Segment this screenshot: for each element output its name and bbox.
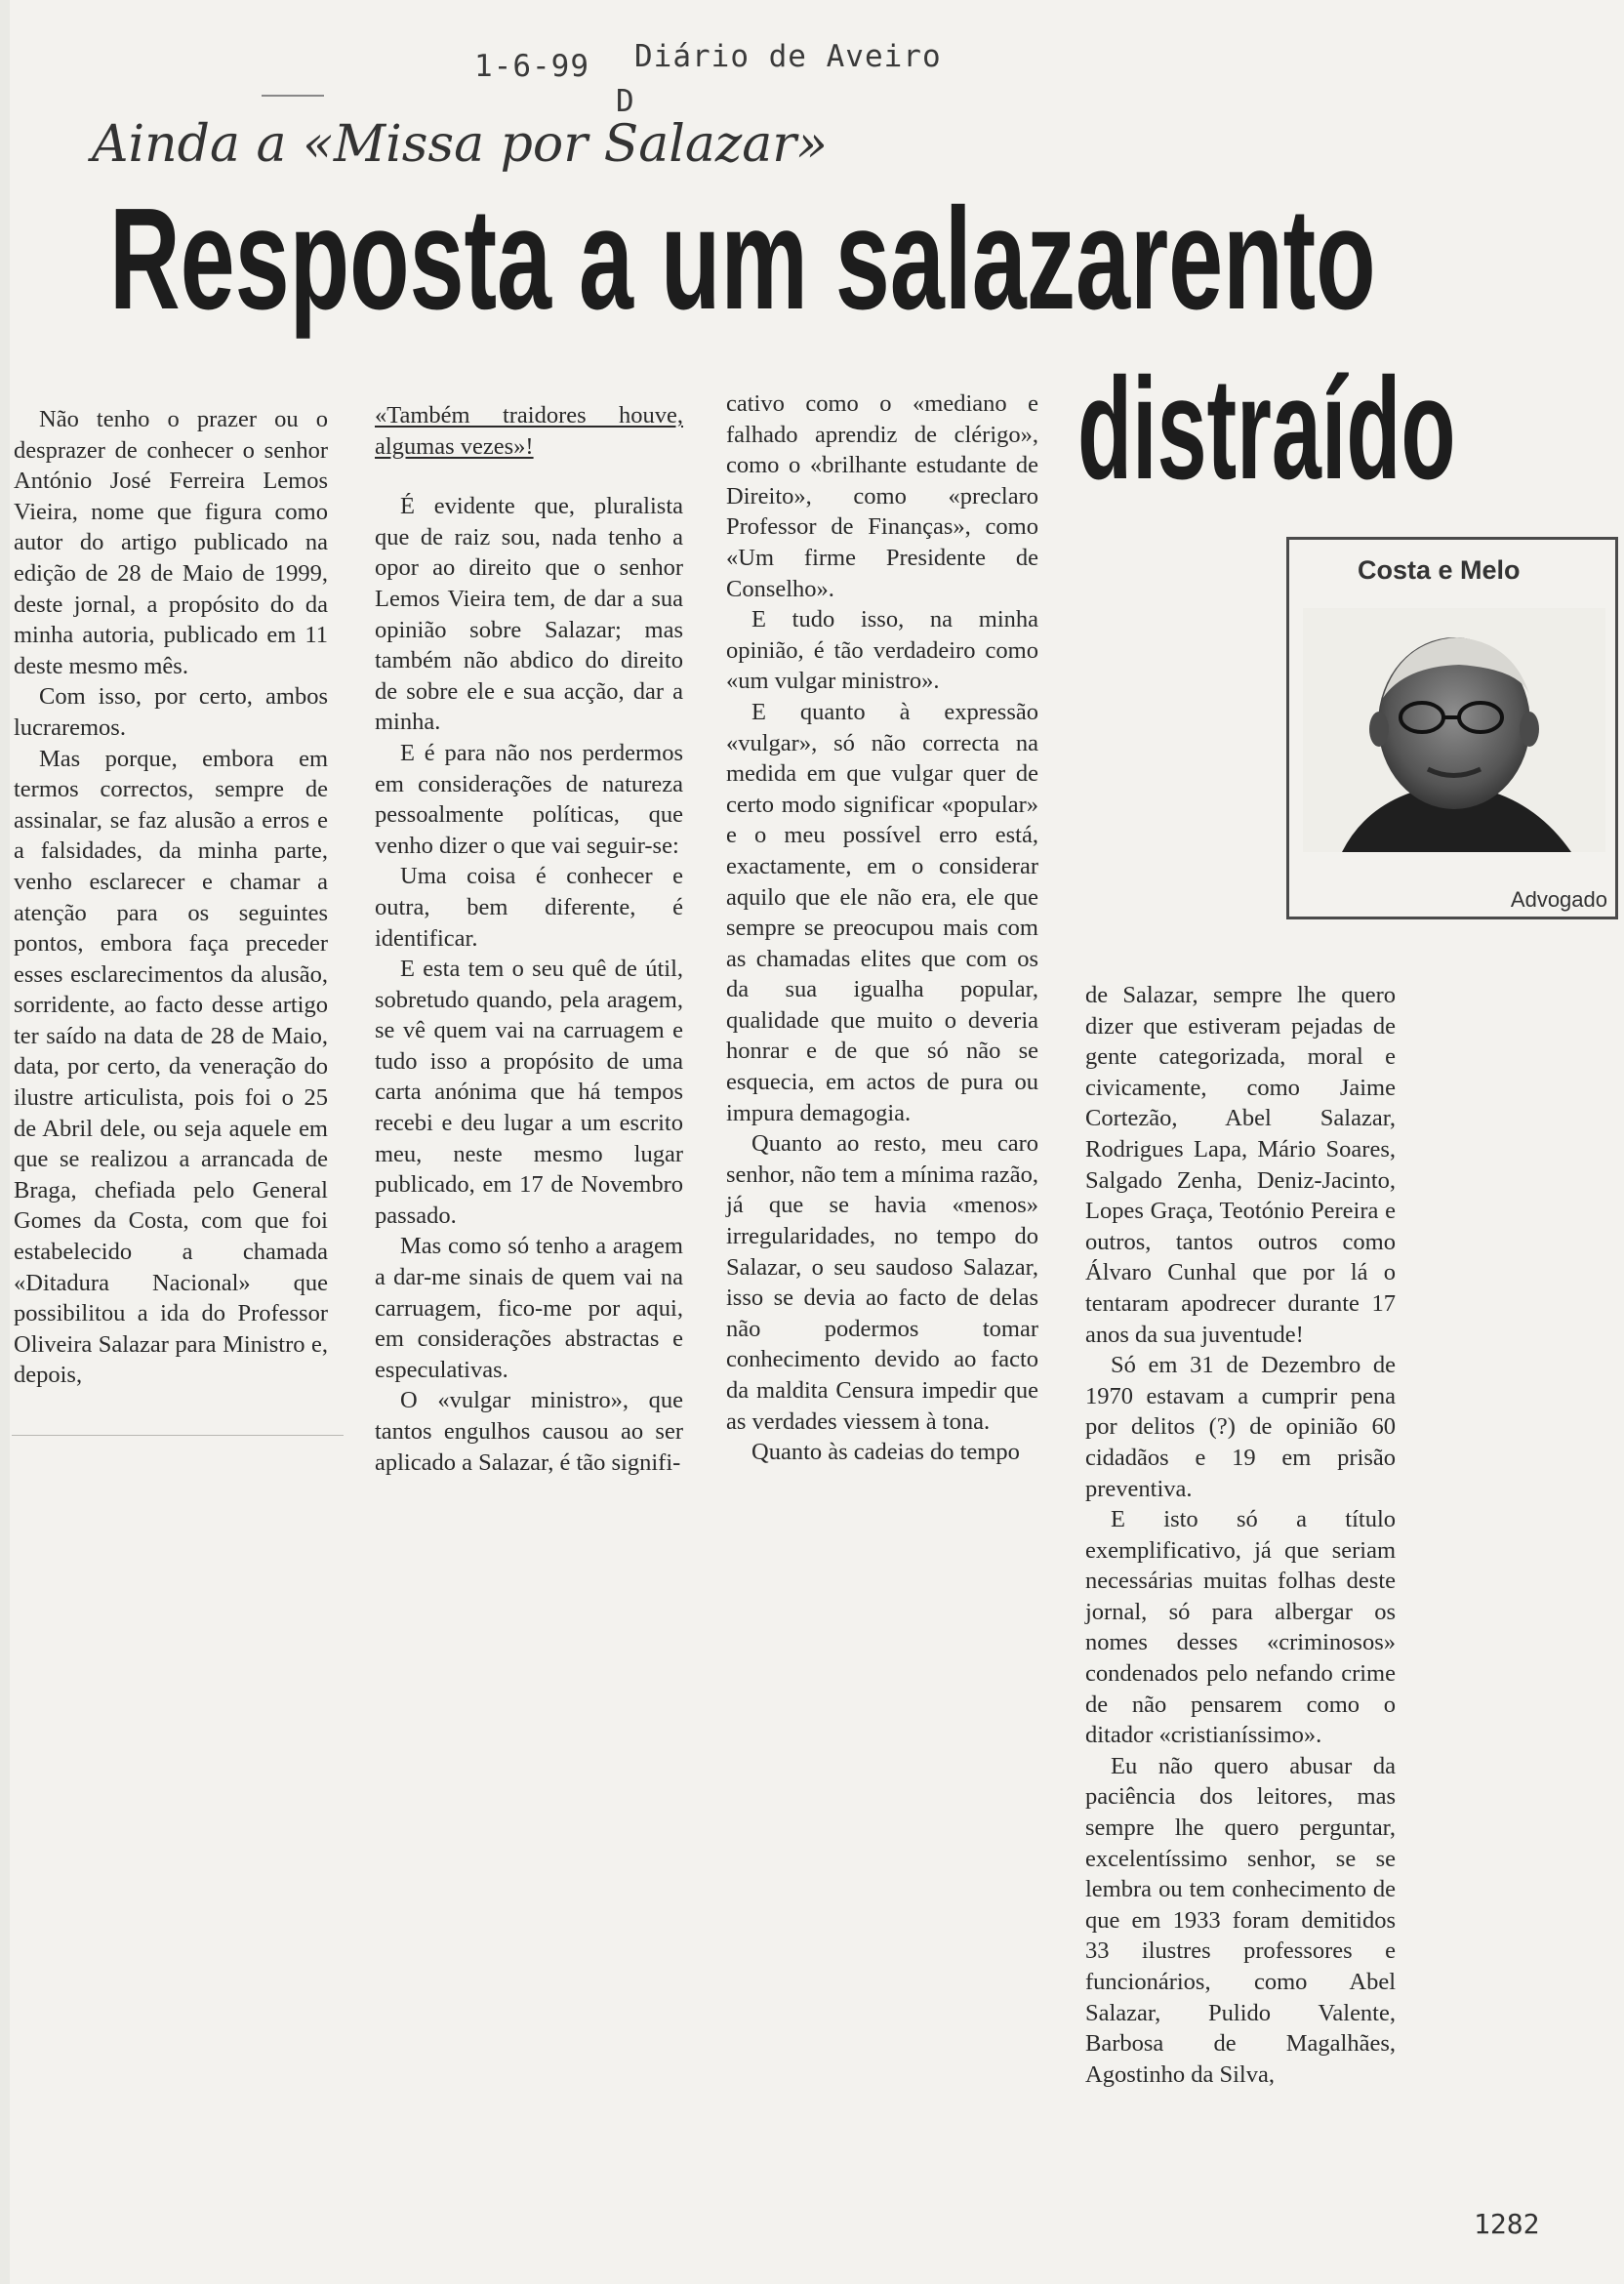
left-edge-shadow [0, 0, 10, 2284]
byline-role: Advogado [1510, 887, 1607, 912]
stamp-rule [262, 95, 324, 97]
page-number: 1282 [1474, 2208, 1540, 2240]
article-column-4 [1085, 980, 1396, 2088]
paragraph: É evidente que, pluralista que de raiz sou, nada tenho a opor ao direito que o senhor Lemos Vieira tem, de dar a sua opinião sobre Salazar; mas também não abdico do direito de sobre ele e sua acção, dar a minha. [375, 493, 683, 736]
paragraph: Mas como só tenho a aragem a dar-me sinais de quem vai na carruagem, fico-me por aqui, em considerações abstractas e especulativas. [375, 1233, 683, 1383]
headline-line-2: distraído [1077, 348, 1456, 510]
byline-box [1286, 537, 1618, 919]
paragraph: Quanto às cadeias do tempo [751, 1439, 1020, 1466]
quote-paragraph: «Também traidores houve, algumas vezes»! [375, 402, 683, 460]
article-column-2 [375, 400, 683, 1523]
paragraph: E quanto à expressão «vulgar», só não correcta na medida em que vulgar quer de certo modo significar «popular» e o meu possível erro está, exactamente, em o considerar aquilo que ele não era, ele que sempre se preocupou mais com as chamadas elites que com os da sua igualha popular, qualidade que muito o deveria honrar e de que só não se esquecia, em actos de pura ou impura demagogia. [726, 698, 1038, 1126]
paragraph: O «vulgar ministro», que tantos engulhos causou ao ser aplicado a Salazar, é tão signifi- [375, 1387, 683, 1476]
headline-line-1: Resposta a um salazarento [109, 179, 1376, 340]
byline-author: Costa e Melo [1358, 555, 1521, 585]
paragraph: Eu não quero abusar da paciência dos leitores, mas sempre lhe quero perguntar, excelentíssimo senhor, se se lembra ou tem conhecimento de que em 1933 foram demitidos 33 ilustres professores e funcionários, como Abel Salazar, Pulido Valente, Barbosa de Magalhães, Agostinho da Silva, [1085, 1752, 1396, 2088]
paragraph: Com isso, por certo, ambos lucraremos. [14, 683, 328, 741]
clipping-source: Diário de Aveiro [634, 39, 942, 74]
paragraph: Não tenho o prazer ou o desprazer de conhecer o senhor António José Ferreira Lemos Vieira, nome que figura como autor do artigo publicado na edição de 28 de Maio de 1999, deste jornal, a propósito do da minha autoria, publicado em 11 deste mesmo mês. [14, 406, 328, 679]
clipping-date: 1-6-99 [474, 49, 589, 84]
clipping-section: D [616, 84, 635, 119]
author-portrait-image [1303, 608, 1605, 852]
paragraph: Só em 31 de Dezembro de 1970 estavam a cumprir pena por delitos (?) de opinião 60 cidadãos e 19 em prisão preventiva. [1085, 1352, 1396, 1502]
author-photo [1303, 608, 1605, 852]
paragraph: Uma coisa é conhecer e outra, bem diferente, é identificar. [375, 863, 683, 952]
article-column-1 [14, 404, 328, 1396]
article-column-3 [726, 388, 1038, 1491]
paragraph: E é para não nos perdermos em considerações de natureza pessoalmente políticas, que venho dizer o que vai seguir-se: [375, 739, 683, 859]
paragraph: de Salazar, sempre lhe quero dizer que estiveram pejadas de gente categorizada, moral e civicamente, como Jaime Cortezão, Abel Salazar, Rodrigues Lapa, Mário Soares, Salgado Zenha, Deniz-Jacinto, Lopes Graça, Teotónio Pereira e outros, tantos outros como Álvaro Cunhal que por lá o tentaram apodrecer durante 17 anos da sua juventude! [1085, 982, 1396, 1348]
paragraph: Quanto ao resto, meu caro senhor, não tem a mínima razão, já que se havia «menos» irregularidades, no tempo do Salazar, o seu saudoso Salazar, isso se devia ao facto de delas não podermos tomar conhecimento devido ao facto da maldita Censura impedir que as verdades viessem à tona. [726, 1130, 1038, 1435]
paragraph: E tudo isso, na minha opinião, é tão verdadeiro como «um vulgar ministro». [726, 606, 1038, 695]
paragraph: Mas porque, embora em termos correctos, sempre de assinalar, se faz alusão a erros e a falsidades, da minha parte, venho esclarecer e chamar a atenção para os seguintes pontos, embora faça preceder esses esclarecimentos da alusão, sorridente, ao facto desse artigo ter saído na data de 28 de Maio, data, por certo, da veneração do ilustre articulista, pois foi o 25 de Abril dele, ou seja aquele em que se realizou a arrancada de Braga, chefiada pelo General Gomes da Costa, com que foi estabelecido a chamada «Ditadura Nacional» que possibilitou a ida do Professor Oliveira Salazar para Ministro e, depois, [14, 745, 328, 1389]
column-rule [12, 1435, 344, 1436]
kicker: Ainda a «Missa por Salazar» [92, 115, 828, 174]
paragraph: E isto só a título exemplificativo, já que seriam necessárias muitas folhas deste jornal, só para albergar os nomes desses «criminosos» condenados pelo nefando crime de não pensarem como o ditador «cristianíssimo». [1085, 1506, 1396, 1749]
paragraph: E esta tem o seu quê de útil, sobretudo quando, pela aragem, se vê quem vai na carruagem e tudo isso a propósito de uma carta anónima que há tempos recebi e deu lugar a um escrito meu, neste mesmo lugar publicado, em 17 de Novembro passado. [375, 956, 683, 1229]
paragraph: cativo como o «mediano e falhado aprendiz de clérigo», como o «brilhante estudante de Direito», como «preclaro Professor de Finanças», como «Um firme Presidente de Conselho». [726, 390, 1038, 602]
